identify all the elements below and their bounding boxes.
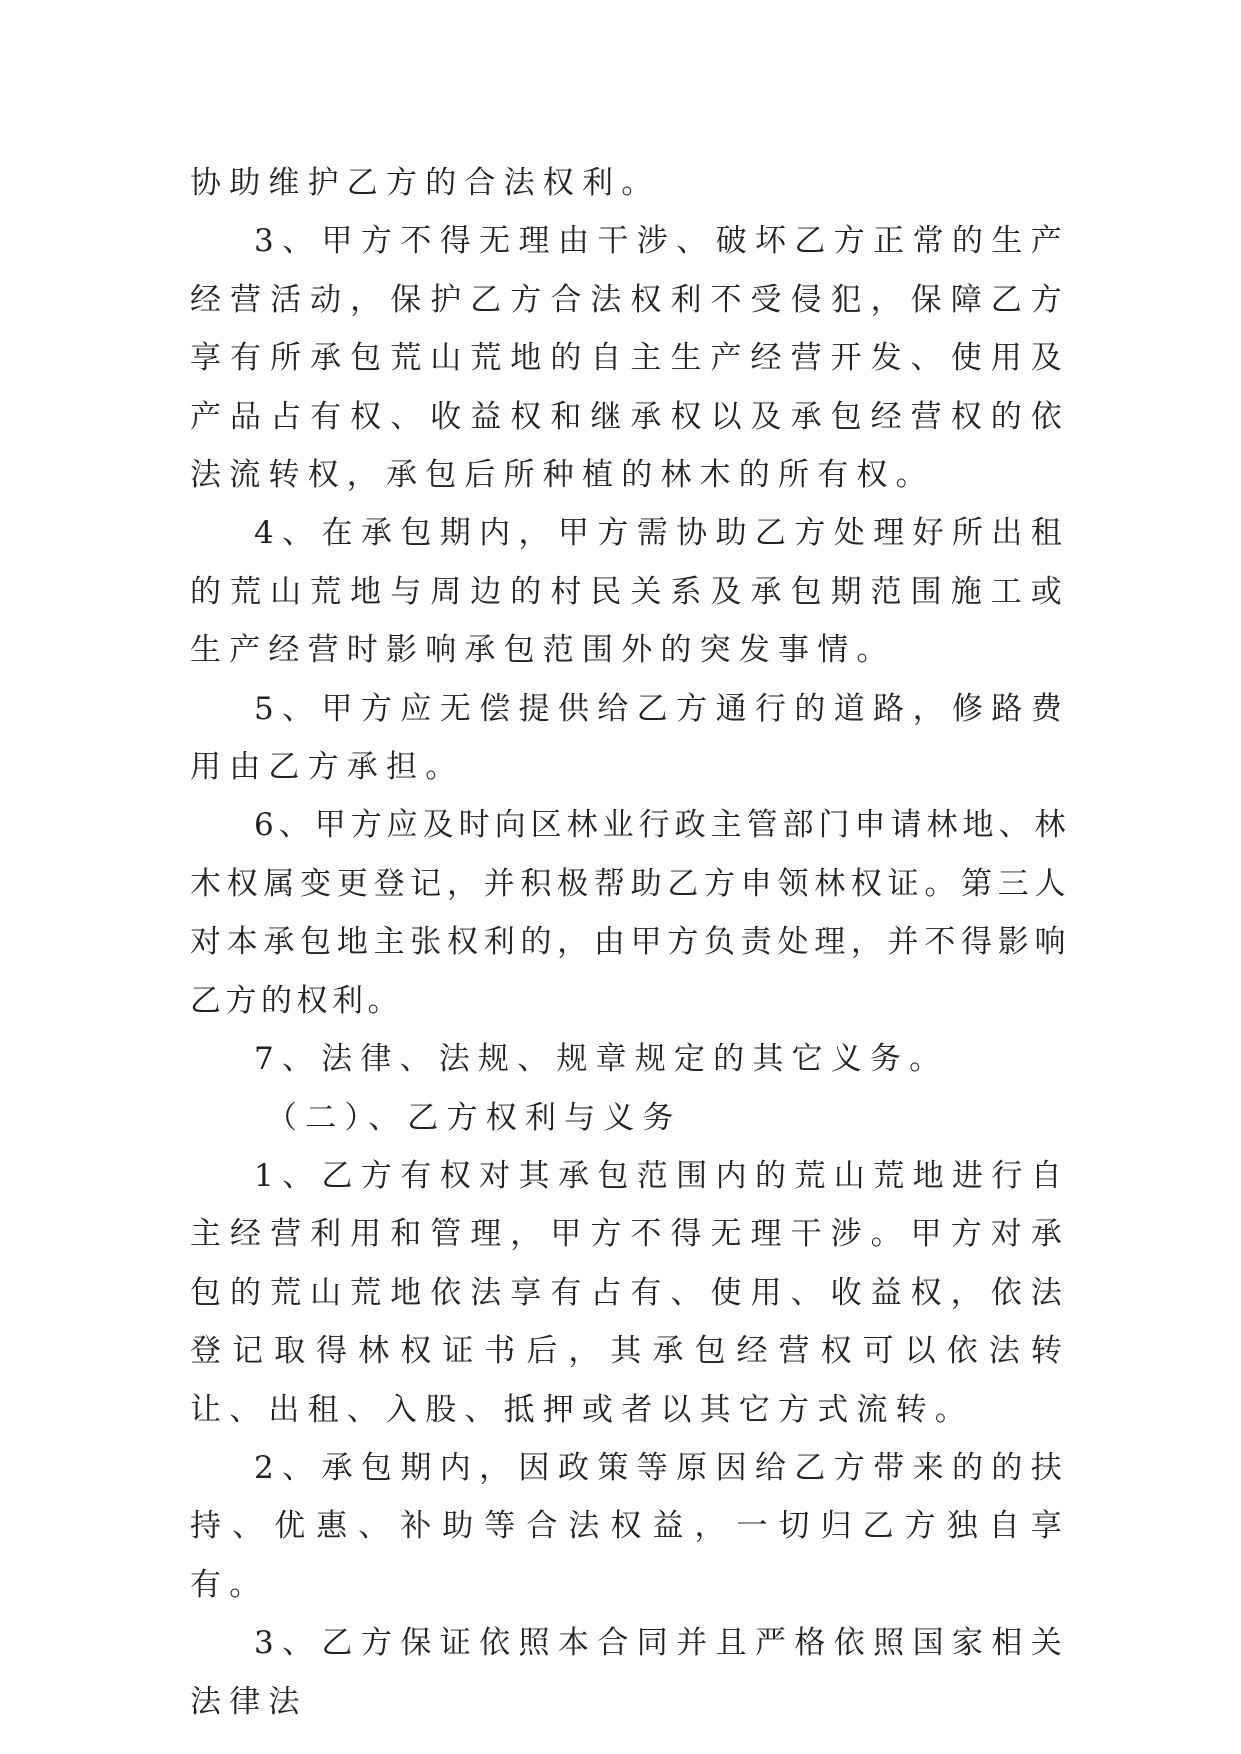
paragraph-item-6-party-a: 6、甲方应及时向区林业行政主管部门申请林地、林木权属变更登记，并积极帮助乙方申领林权证。第三人对本承包地主张权利的，由甲方负责处理，并不得影响乙方的权利。 [190, 807, 1070, 1019]
paragraph-item-3-party-a: 3、甲方不得无理由干涉、破坏乙方正常的生产经营活动，保护乙方合法权利不受侵犯，保障乙方享有所承包荒山荒地的自主生产经营开发、使用及产品占有权、收益权和继承权以及承包经营权的依法流转权，承包后所种植的林木的所有权。 [190, 223, 1070, 494]
paragraph-item-4-party-a: 4、在承包期内，甲方需协助乙方处理好所出租的荒山荒地与周边的村民关系及承包期范围施工或生产经营时影响承包范围外的突发事情。 [190, 515, 1070, 669]
paragraph-item-3-party-b: 3、乙方保证依照本合同并且严格依照国家相关法律法 [190, 1625, 1070, 1720]
paragraph-item-1-party-b: 1、乙方有权对其承包范围内的荒山荒地进行自主经营利用和管理，甲方不得无理干涉。甲方对承包的荒山荒地依法享有占有、使用、收益权，依法登记取得林权证书后，其承包经营权可以依法转让、出租、入股、抵押或者以其它方式流转。 [190, 1157, 1070, 1428]
document-body [190, 154, 1070, 1731]
paragraph-item-2-party-b: 2、承包期内，因政策等原因给乙方带来的的扶持、优惠、补助等合法权益，一切归乙方独自享有。 [190, 1449, 1070, 1603]
section-heading-party-b: （二）、乙方权利与义务 [266, 1099, 682, 1136]
paragraph-item-5-party-a: 5、甲方应无偿提供给乙方通行的道路，修路费用由乙方承担。 [190, 690, 1070, 786]
paragraph-item-7-party-a: 7、法律、法规、规章规定的其它义务。 [254, 1041, 949, 1078]
paragraph-continuation: 协助维护乙方的合法权利。 [190, 165, 661, 201]
